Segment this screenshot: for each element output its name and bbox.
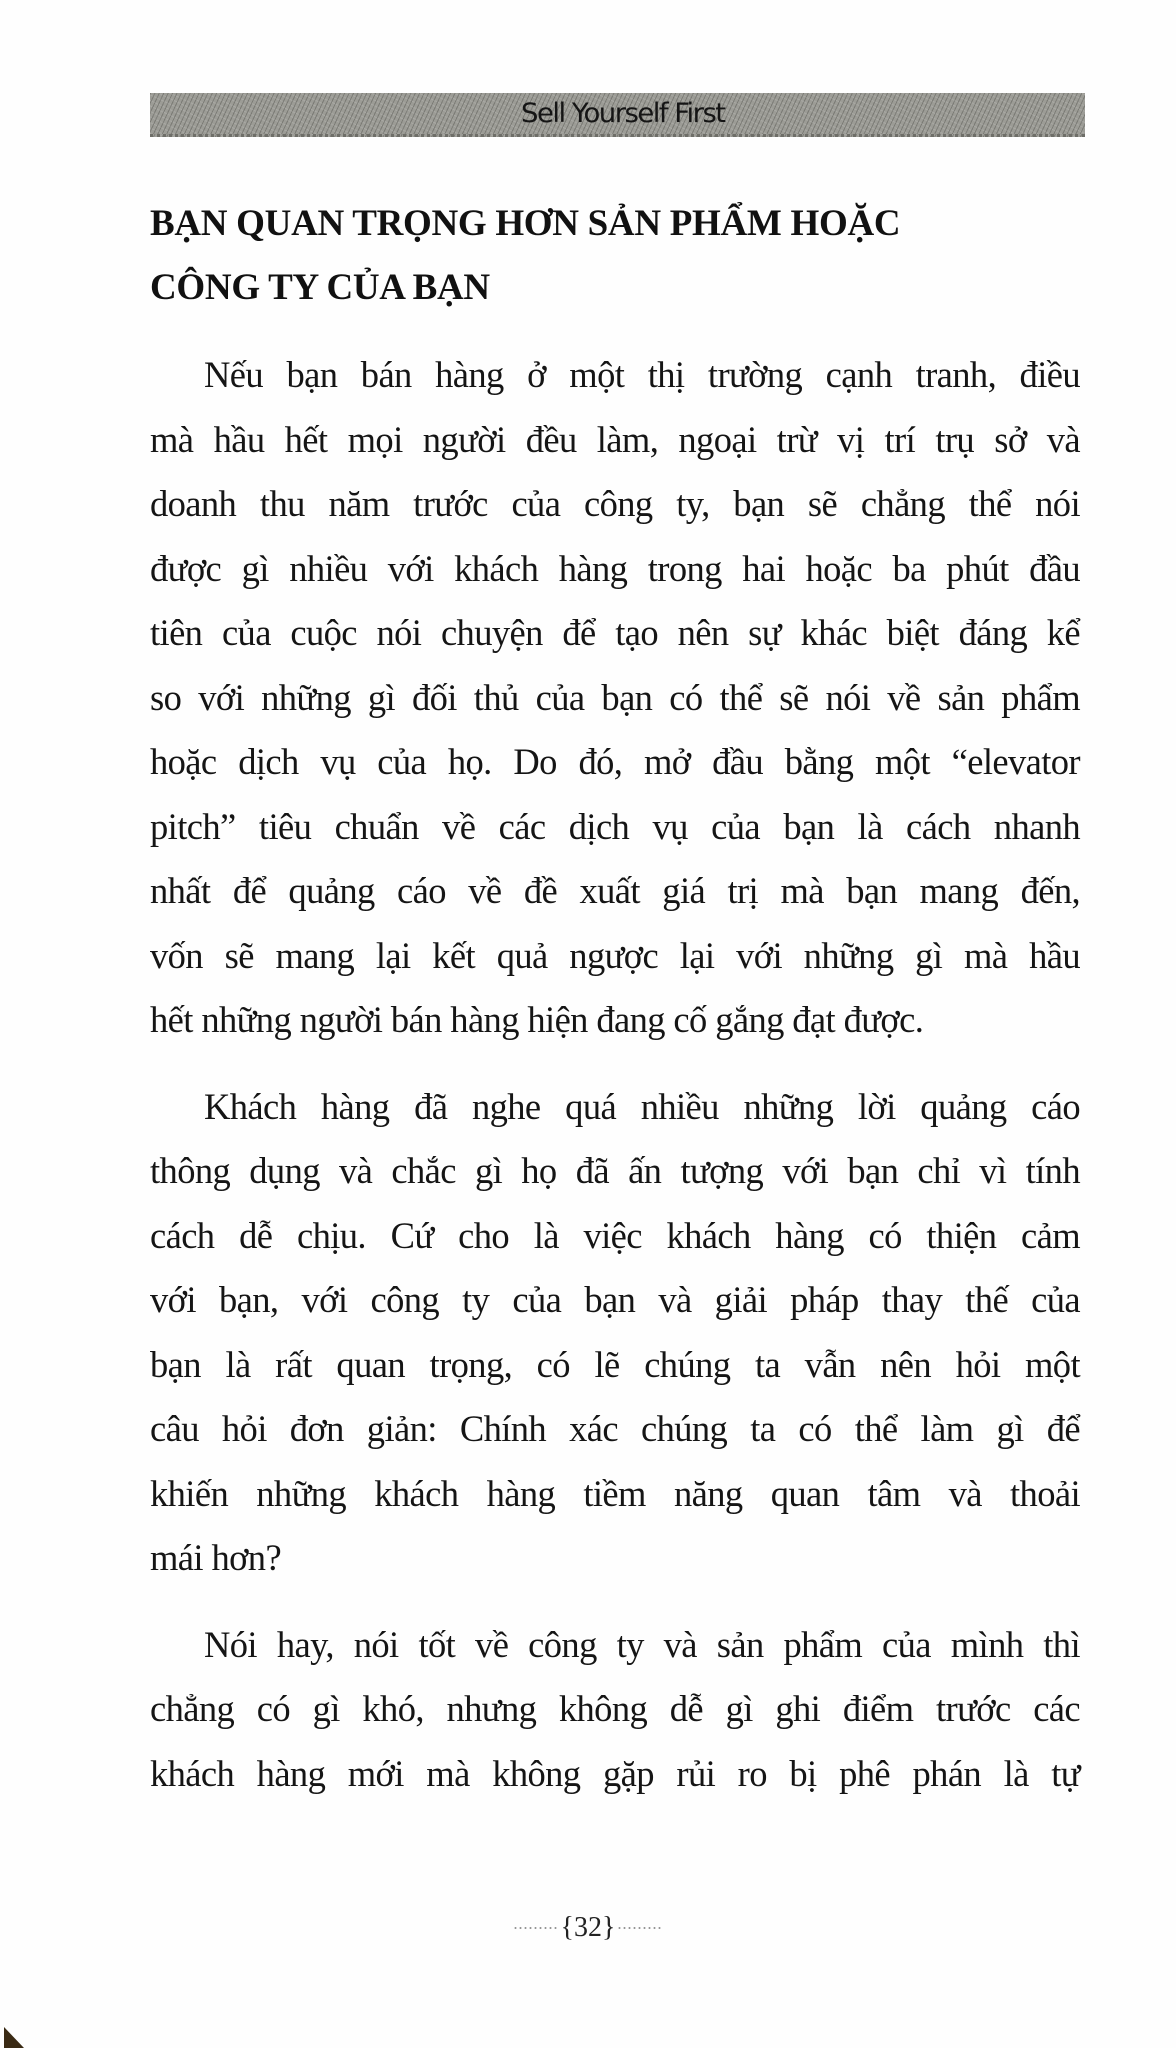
text-line: mà hầu hết mọi người đều làm, ngoại trừ vị trí trụ sở và [150,418,1080,460]
text-line: thông dụng và chắc gì họ đã ấn tượng với bạn chỉ vì tính [150,1150,1080,1191]
paragraph-spacer [150,1591,1080,1613]
text-line: câu hỏi đơn giản: Chính xác chúng ta có thể làm gì để [150,1408,1080,1449]
body-text [150,343,1080,1806]
text-line: Khách hàng đã nghe quá nhiều những lời quảng cáo [204,1085,1080,1127]
text-line: so với những gì đối thủ của bạn có thể sẽ nói về sản phẩm [150,676,1080,718]
text-line: với bạn, với công ty của bạn và giải pháp thay thế của [150,1279,1080,1320]
text-line: mái hơn? [150,1537,282,1578]
text-line: tiên của cuộc nói chuyện để tạo nên sự khác biệt đáng kể [150,612,1080,653]
section-heading [150,192,1080,320]
paragraph-3 [150,1613,1080,1807]
page-corner-mark [4,2027,24,2048]
running-header-title: Sell Yourself First [520,98,725,129]
folio-rule-right [617,1926,663,1930]
text-line: hết những người bán hàng hiện đang cố gắng đạt được. [150,999,924,1040]
text-line: nhất để quảng cáo về đề xuất giá trị mà bạn mang đến, [150,870,1080,911]
text-line: cách dễ chịu. Cứ cho là việc khách hàng có thiện cảm [150,1214,1080,1256]
section-heading-line: BẠN QUAN TRỌNG HƠN SẢN PHẨM HOẶC [150,203,901,244]
text-line: vốn sẽ mang lại kết quả ngược lại với những gì mà hầu [150,934,1080,976]
section-heading-line: CÔNG TY CỦA BẠN [150,267,490,308]
text-line: doanh thu năm trước của công ty, bạn sẽ chẳng thể nói [150,483,1080,524]
text-line: hoặc dịch vụ của họ. Do đó, mở đầu bằng một “elevator [150,741,1080,782]
text-line: khách hàng mới mà không gặp rủi ro bị phê phán là tự [150,1752,1080,1794]
paragraph-2 [150,1075,1080,1591]
page-number: {32} [560,1912,616,1943]
paragraph-1 [150,343,1080,1053]
text-line: khiến những khách hàng tiềm năng quan tâm và thoải [150,1472,1080,1514]
text-line: bạn là rất quan trọng, có lẽ chúng ta vẫn nên hỏi một [150,1343,1080,1385]
running-header [150,93,1085,137]
text-line: được gì nhiều với khách hàng trong hai hoặc ba phút đầu [150,547,1080,589]
text-line: chẳng có gì khó, nhưng không dễ gì ghi điểm trước các [150,1688,1080,1729]
text-line: Nói hay, nói tốt về công ty và sản phẩm của mình thì [204,1623,1080,1665]
paragraph-spacer [150,1053,1080,1075]
page-folio [0,1912,1176,1944]
text-line: Nếu bạn bán hàng ở một thị trường cạnh tranh, điều [204,354,1080,395]
text-line: pitch” tiêu chuẩn về các dịch vụ của bạn là cách nhanh [150,805,1080,847]
folio-rule-left [513,1926,559,1930]
